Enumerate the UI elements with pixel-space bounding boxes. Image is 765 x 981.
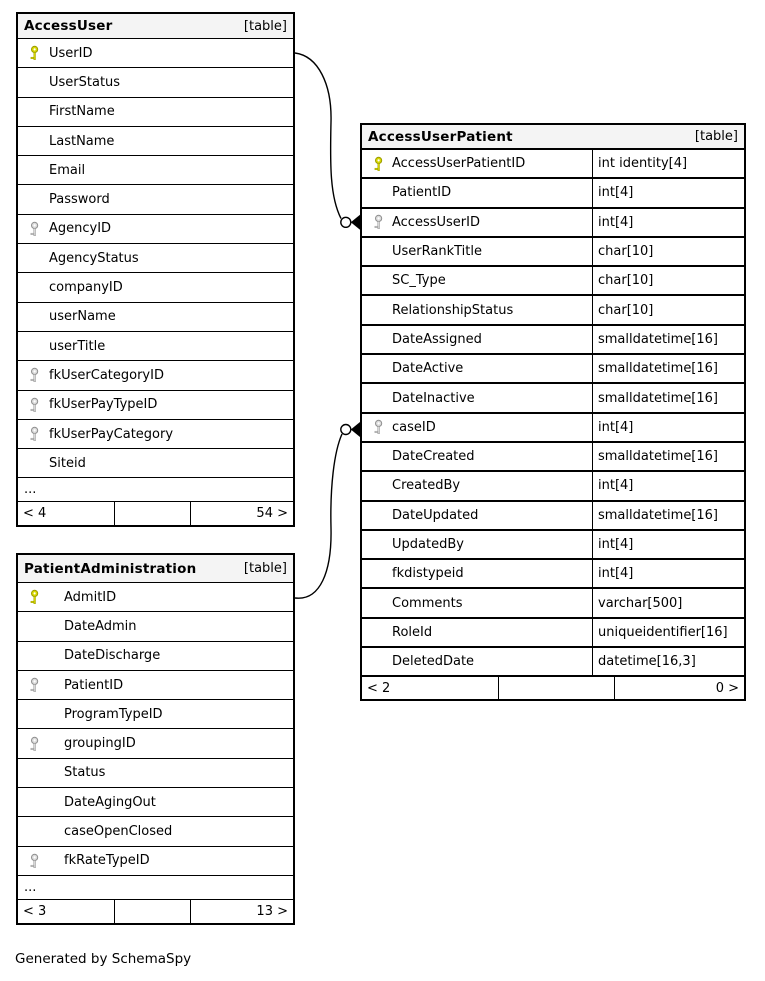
- column-type: smalldatetime[16]: [592, 443, 744, 470]
- table-header: [362, 125, 744, 150]
- primary-key-icon: [29, 590, 41, 605]
- primary-key-icon: [29, 46, 41, 61]
- column-type: smalldatetime[16]: [592, 502, 744, 529]
- column-name: UserID: [49, 45, 93, 61]
- column-type: int[4]: [592, 414, 744, 441]
- column-name: ProgramTypeID: [64, 706, 163, 722]
- column-row-DateUpdated: [362, 502, 744, 531]
- column-name: SC_Type: [392, 273, 446, 289]
- edge-patientadministration-to-accessuserpatient: [295, 422, 360, 598]
- column-name: AccessUserID: [392, 214, 480, 230]
- column-row-AgencyID: [18, 215, 293, 244]
- column-name: fkUserCategoryID: [49, 367, 164, 383]
- column-name: RoleId: [392, 624, 433, 640]
- column-type: char[10]: [592, 238, 744, 265]
- footer-parent-count: < 2: [362, 677, 499, 699]
- column-name: caseID: [392, 419, 436, 435]
- footer-middle-cell: [499, 677, 615, 699]
- foreign-key-icon: [29, 678, 41, 693]
- column-name: CreatedBy: [392, 478, 461, 494]
- foreign-key-icon: [373, 215, 385, 230]
- column-row-Email: [18, 156, 293, 185]
- column-row-UserStatus: [18, 68, 293, 97]
- column-name: Password: [49, 192, 110, 208]
- odot-marker: [341, 425, 351, 435]
- column-name: DateAgingOut: [64, 794, 156, 810]
- crow-arrow-marker: [351, 215, 360, 230]
- column-name: DeletedDate: [392, 654, 475, 670]
- column-name: UserRankTitle: [392, 244, 482, 260]
- column-name: Comments: [392, 595, 463, 611]
- ellipsis-row: ...: [18, 876, 293, 900]
- footer-parent-count: < 4: [18, 502, 115, 525]
- column-name: caseOpenClosed: [64, 824, 173, 840]
- column-name: PatientID: [64, 677, 124, 693]
- column-row-DateDischarge: [18, 642, 293, 671]
- column-name: DateInactive: [392, 390, 475, 406]
- column-row-DateCreated: [362, 443, 744, 472]
- footer-middle-cell: [115, 900, 191, 923]
- column-name: AdmitID: [64, 589, 117, 605]
- column-name: companyID: [49, 280, 123, 296]
- column-type: int identity[4]: [592, 150, 744, 177]
- column-name: AgencyStatus: [49, 250, 139, 266]
- odot-marker: [341, 217, 351, 227]
- column-row-AccessUserID: [362, 209, 744, 238]
- column-row-caseOpenClosed: [18, 817, 293, 846]
- column-row-DateAdmin: [18, 612, 293, 641]
- column-type: smalldatetime[16]: [592, 355, 744, 382]
- column-name: FirstName: [49, 104, 115, 120]
- column-type: smalldatetime[16]: [592, 326, 744, 353]
- column-row-DateAssigned: [362, 326, 744, 355]
- crow-arrow-marker: [351, 422, 360, 437]
- column-rows: [18, 583, 293, 876]
- column-row-AdmitID: [18, 583, 293, 612]
- column-name: RelationshipStatus: [392, 302, 514, 318]
- table-footer: [18, 502, 293, 525]
- column-row-fkUserPayCategory: [18, 420, 293, 449]
- column-type: datetime[16,3]: [592, 648, 744, 675]
- generator-note: Generated by SchemaSpy: [15, 951, 192, 967]
- ellipsis-row: ...: [18, 478, 293, 502]
- column-type: int[4]: [592, 209, 744, 236]
- table-type-tag: [table]: [243, 18, 287, 34]
- column-type: int[4]: [592, 560, 744, 587]
- column-row-fkUserPayTypeID: [18, 391, 293, 420]
- column-name: DateUpdated: [392, 507, 479, 523]
- column-name: DateDischarge: [64, 648, 161, 664]
- column-rows: [362, 150, 744, 677]
- column-row-UpdatedBy: [362, 531, 744, 560]
- table-header: [18, 555, 293, 583]
- column-row-Siteid: [18, 449, 293, 478]
- column-row-LastName: [18, 127, 293, 156]
- column-row-companyID: [18, 273, 293, 302]
- table-name-link[interactable]: AccessUser: [24, 18, 113, 34]
- table-name-link[interactable]: AccessUserPatient: [368, 128, 513, 145]
- column-name: userTitle: [49, 338, 106, 354]
- column-type: uniqueidentifier[16]: [592, 619, 744, 646]
- foreign-key-icon: [29, 221, 41, 236]
- footer-child-count: 13 >: [256, 903, 288, 919]
- column-name: groupingID: [64, 736, 136, 752]
- column-type: int[4]: [592, 531, 744, 558]
- table-footer: [18, 900, 293, 923]
- table-type-tag: [table]: [243, 561, 287, 576]
- foreign-key-icon: [29, 853, 41, 868]
- column-name: DateCreated: [392, 449, 475, 465]
- column-name: PatientID: [392, 185, 452, 201]
- column-row-fkUserCategoryID: [18, 361, 293, 390]
- column-row-DateActive: [362, 355, 744, 384]
- foreign-key-icon: [29, 736, 41, 751]
- footer-parent-count: < 3: [18, 900, 115, 923]
- column-row-caseID: [362, 414, 744, 443]
- column-row-Comments: [362, 589, 744, 618]
- column-type: char[10]: [592, 267, 744, 294]
- column-row-fkRateTypeID: [18, 847, 293, 876]
- column-row-RelationshipStatus: [362, 296, 744, 325]
- footer-middle-cell: [115, 502, 191, 525]
- column-name: UserStatus: [49, 74, 121, 90]
- column-row-ProgramTypeID: [18, 700, 293, 729]
- column-row-userName: [18, 303, 293, 332]
- table-type-tag: [table]: [694, 129, 738, 144]
- table-header: [18, 14, 293, 39]
- column-name: DateAdmin: [64, 618, 137, 634]
- footer-child-count: 54 >: [256, 506, 288, 522]
- column-row-CreatedBy: [362, 472, 744, 501]
- column-row-PatientID: [18, 671, 293, 700]
- column-type: smalldatetime[16]: [592, 384, 744, 411]
- column-row-fkdistypeid: [362, 560, 744, 589]
- column-row-DateAgingOut: [18, 788, 293, 817]
- column-row-AgencyStatus: [18, 244, 293, 273]
- table-node-AccessUser: [16, 12, 295, 527]
- foreign-key-icon: [29, 368, 41, 383]
- column-name: AgencyID: [49, 221, 112, 237]
- column-name: userName: [49, 309, 116, 325]
- column-row-DeletedDate: [362, 648, 744, 677]
- column-name: DateAssigned: [392, 331, 482, 347]
- foreign-key-icon: [29, 427, 41, 442]
- column-name: LastName: [49, 133, 115, 149]
- column-name: AccessUserPatientID: [392, 156, 526, 172]
- table-node-AccessUserPatient: [360, 123, 746, 701]
- column-row-groupingID: [18, 729, 293, 758]
- column-name: Email: [49, 162, 86, 178]
- table-name-link[interactable]: PatientAdministration: [24, 560, 197, 577]
- column-name: Siteid: [49, 455, 86, 471]
- column-row-UserID: [18, 39, 293, 68]
- primary-key-icon: [373, 156, 385, 171]
- column-row-FirstName: [18, 98, 293, 127]
- column-name: fkUserPayCategory: [49, 426, 174, 442]
- column-type: int[4]: [592, 472, 744, 499]
- column-row-Password: [18, 185, 293, 214]
- column-row-AccessUserPatientID: [362, 150, 744, 179]
- table-node-PatientAdministration: [16, 553, 295, 925]
- column-type: varchar[500]: [592, 589, 744, 616]
- column-row-Status: [18, 759, 293, 788]
- column-row-PatientID: [362, 179, 744, 208]
- column-name: UpdatedBy: [392, 537, 464, 552]
- column-type: char[10]: [592, 296, 744, 323]
- column-type: int[4]: [592, 179, 744, 206]
- footer-child-count: 0 >: [715, 680, 739, 696]
- column-name: DateActive: [392, 361, 464, 377]
- edge-accessuser-to-accessuserpatient: [295, 53, 360, 230]
- column-rows: [18, 39, 293, 478]
- column-row-userTitle: [18, 332, 293, 361]
- column-row-SC_Type: [362, 267, 744, 296]
- column-name: fkRateTypeID: [64, 853, 150, 869]
- column-row-RoleId: [362, 619, 744, 648]
- column-row-DateInactive: [362, 384, 744, 413]
- column-name: Status: [64, 765, 106, 781]
- foreign-key-icon: [373, 420, 385, 435]
- table-footer: [362, 677, 744, 699]
- foreign-key-icon: [29, 397, 41, 412]
- column-row-UserRankTitle: [362, 238, 744, 267]
- column-name: fkdistypeid: [392, 566, 464, 582]
- column-name: fkUserPayTypeID: [49, 397, 158, 413]
